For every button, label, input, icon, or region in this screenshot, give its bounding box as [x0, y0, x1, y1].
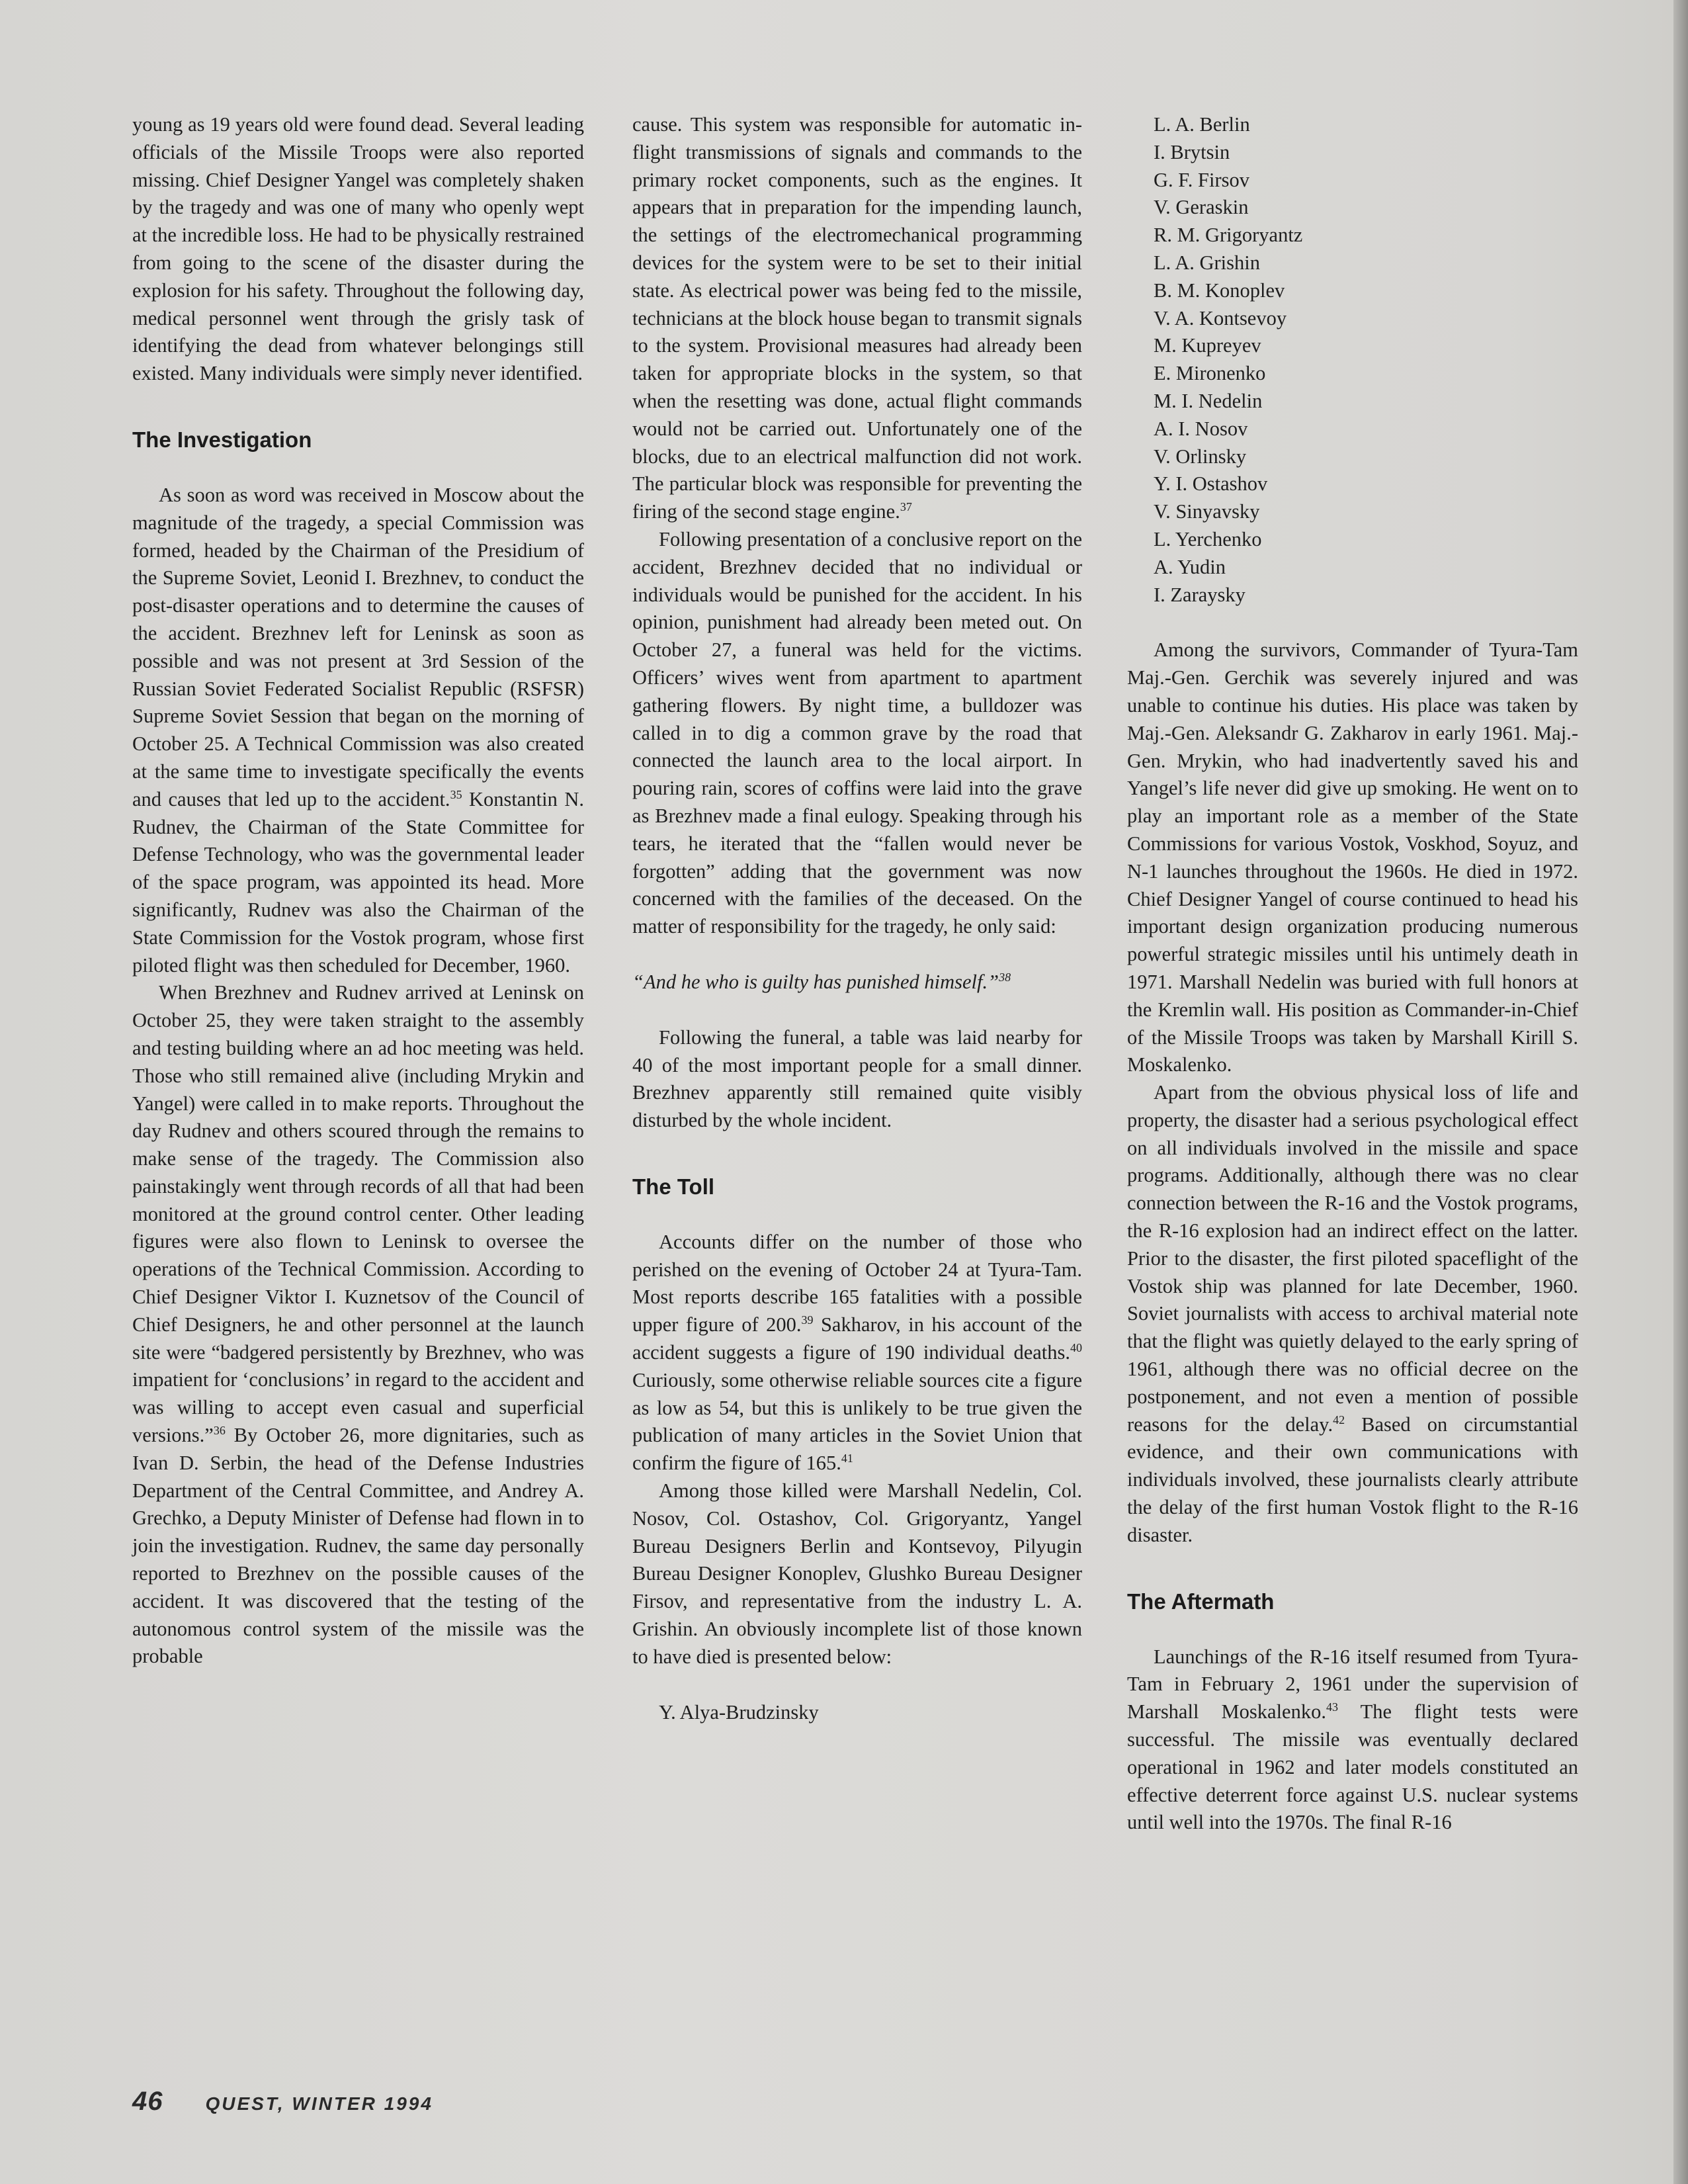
footnote-ref: 42 [1333, 1413, 1345, 1426]
casualty-name: I. Brytsin [1154, 140, 1230, 163]
casualty-name: A. I. Nosov [1154, 417, 1248, 440]
casualty-name: M. I. Nedelin [1154, 389, 1263, 412]
paragraph: When Brezhnev and Rudnev arrived at Leninsk on October 25, they were taken straight to the assembly and testing building where an ad hoc meeting was held. Those who still remained alive (including Mrykin and Yangel) were called in to make reports. Throughout the day Rudnev and others scoured through the remains to make sense of the tragedy. The Commission also painstakingly went through records of all that had been monitored at the ground control center. Other leading figures were also flown to Leninsk to oversee the operations of the Technical Commission. According to Chief Designer Viktor I. Kuznetsov of the Council of Chief Designers, he and other personnel at the launch site were “badgered persistently by Brezhnev, who was impatient for ‘conclusions’ in regard to the accident and was willing to accept even casual and superficial versions.”$^{36}$ By October 26, more dignitaries, such as Ivan D. Serbin, the head of the Defense Industries Department of the Central Committee, and Andrey A. Grechko, a Deputy Minister of Defense had flown in to join the investigation. Rudnev, the same day personally reported to Brezhnev on the possible causes of the accident. It was discovered that the testing of the autonomous control system of the missile was the probable [132, 981, 584, 1668]
casualty-name: R. M. Grigoryantz [1154, 224, 1303, 247]
footnote-ref: 39 [801, 1313, 814, 1327]
section-heading-toll: The Toll [632, 1174, 715, 1199]
magazine-issue: QUEST, WINTER 1994 [205, 2093, 433, 2114]
footnote-ref: 43 [1326, 1700, 1338, 1714]
paragraph: Apart from the obvious physical loss of life and property, the disaster had a serious psychological effect on all individuals involved in the missile and space programs. Additionally, although there was no clear connection between the R-16 and the Vostok programs, the R-16 explosion had an indirect effect on the latter. Prior to the disaster, the first piloted spaceflight of the Vostok ship was planned for late December, 1960. Soviet journalists with access to archival material note that the flight was quietly delayed to the early spring of 1961, although there was no official decree on the postponement, and not even a mention of possible reasons for the delay.$^{42}$ Based on circumstantial evidence, and their own communications with individuals involved, these journalists clearly attribute the delay of the first human Vostok flight to the R-16 disaster. [1127, 1081, 1578, 1546]
column-right [1127, 111, 1578, 1837]
footnote-ref: 38 [999, 970, 1011, 984]
paragraph: Following the funeral, a table was laid nearby for 40 of the most important people for a small dinner. Brezhnev apparently still remained quite visibly disturbed by the whole incident. [632, 1026, 1082, 1132]
footnote-ref: 40 [1070, 1340, 1082, 1354]
footnote-ref: 36 [213, 1423, 226, 1437]
paragraph: Launchings of the R-16 itself resumed from Tyura-Tam in February 2, 1961 under the supervision of Marshall Moskalenko.$^{43}$ The flight tests were successful. The missile was eventually declared operational in 1962 and later models constituted an effective deterrent force against U.S. nuclear systems until well into the 1970s. The final R-16 [1127, 1645, 1578, 1834]
paragraph: cause. This system was responsible for automatic in-flight transmissions of signals and commands to the primary rocket components, such as the engines. It appears that in preparation for the impending launch, the settings of the electromechanical programming devices for the system were to be set to their initial state. As electrical power was being fed to the missile, technicians at the block house began to transmit signals to the system. Provisional measures had already been taken for appropriate blocks in the system, so that when the resetting was done, actual flight commands would not be carried out. Unfortunately one of the blocks, due to an electrical malfunction did not work. The particular block was responsible for preventing the firing of the second stage engine.$^{37}$ [632, 113, 1082, 523]
column-left [132, 111, 584, 1671]
column-middle [632, 111, 1082, 1726]
casualty-name: Y. I. Ostashov [1154, 472, 1268, 496]
casualty-name: L. Yerchenko [1154, 527, 1262, 550]
casualty-name: V. A. Kontsevoy [1154, 306, 1287, 329]
casualty-name: A. Yudin [1154, 555, 1226, 578]
casualty-name: L. A. Grishin [1154, 251, 1260, 274]
casualty-name: L. A. Berlin [1154, 113, 1250, 136]
casualty-name: I. Zaraysky [1154, 583, 1245, 606]
paragraph: Accounts differ on the number of those who perished on the evening of October 24 at Tyura-Tam. Most reports describe 165 fatalities with a possible upper figure of 200.39 Sakharov, in his account of the accident suggests a figure of 190 individual deaths.$^{40}$ Curiously, some otherwise reliable sources cite a figure as low as 54, but this is unlikely to be true given the publication of many articles in the Soviet Union that confirm the figure of 165.41 [632, 1230, 1082, 1475]
casualty-name: E. Mironenko [1154, 362, 1266, 385]
casualty-name: Y. Alya-Brudzinsky [659, 1700, 819, 1724]
paragraph: Among those killed were Marshall Nedelin, Col. Nosov, Col. Ostashov, Col. Grigoryantz, Yangel Bureau Designers Berlin and Kontsevoy, Pilyugin Bureau Designer Konoplev, Glushko Bureau Designer Firsov, and representative from the industry L. A. Grishin. An obviously incomplete list of those known to have died is presented below: [632, 1479, 1082, 1668]
casualty-list [1127, 111, 1578, 609]
footnote-ref: 37 [900, 500, 912, 513]
paragraph: As soon as word was received in Moscow about the magnitude of the tragedy, a special Commission was formed, headed by the Chairman of the Presidium of the Supreme Soviet, Leonid I. Brezhnev, to conduct the post-disaster operations and to determine the causes of the accident. Brezhnev left for Leninsk as soon as possible and was not present at 3rd Session of the Russian Soviet Federated Socialist Republic (RSFSR) Supreme Soviet Session that began on the morning of October 25. A Technical Commission was also created at the same time to investigate specifically the events and causes that led up to the accident.$^{35}$ Konstantin N. Rudnev, the Chairman of the State Committee for Defense Technology, who was the governmental leader of the space program, was appointed its head. More significantly, Rudnev was also the Chairman of the State Commission for the Vostok program, whose first piloted flight was then scheduled for December, 1960. [132, 483, 584, 977]
casualty-name: V. Geraskin [1154, 196, 1249, 219]
casualty-name: V. Orlinsky [1154, 445, 1247, 468]
casualty-name: G. F. Firsov [1154, 168, 1250, 191]
section-heading-investigation: The Investigation [132, 427, 312, 452]
section-heading-aftermath: The Aftermath [1127, 1589, 1275, 1614]
footnote-ref: 41 [841, 1452, 853, 1465]
block-quote: “And he who is guilty has punished himself.”$^{38}$ [632, 970, 1011, 993]
casualty-name: M. Kupreyev [1154, 334, 1261, 357]
casualty-name: B. M. Konoplev [1154, 279, 1285, 302]
casualty-name: V. Sinyavsky [1154, 500, 1260, 523]
paragraph: young as 19 years old were found dead. Several leading officials of the Missile Troops were also reported missing. Chief Designer Yangel was completely shaken by the tragedy and was one of many who openly wept at the incredible loss. He had to be physically restrained from going to the scene of the disaster during the explosion for his safety. Throughout the following day, medical personnel went through the grisly task of identifying the dead from whatever belongings still existed. Many individuals were simply never identified. [132, 113, 584, 385]
footnote-ref: 35 [450, 787, 462, 801]
page-edge-shadow [1673, 0, 1688, 2184]
page-number: 46 [132, 2087, 163, 2116]
paragraph: Following presentation of a conclusive report on the accident, Brezhnev decided that no individual or individuals would be punished for the accident. In his opinion, punishment had already been meted out. On October 27, a funeral was held for the victims. Officers’ wives went from apartment to apartment gathering flowers. By night time, a bulldozer was called in to dig a common grave by the road that connected the launch area to the local airport. In pouring rain, scores of coffins were laid into the grave as Brezhnev made a final eulogy. Speaking through his tears, he iterated that the “fallen would never be forgotten” adding that the government was now concerned with the families of the deceased. On the matter of responsibility for the tragedy, he only said: [632, 527, 1082, 938]
page-footer [132, 2087, 433, 2117]
paragraph: Among the survivors, Commander of Tyura-Tam Maj.-Gen. Gerchik was severely injured and was unable to continue his duties. His place was taken by Maj.-Gen. Aleksandr G. Zakharov in early 1961. Maj.-Gen. Mrykin, who had inadvertently saved his and Yangel’s life never did give up smoking. He went on to play an important role as a member of the State Commissions for various Vostok, Voskhod, Soyuz, and N-1 launches throughout the 1960s. He died in 1972. Chief Designer Yangel of course continued to head his important design organization producing numerous powerful strategic missiles until his untimely death in 1971. Marshall Nedelin was buried with full honors at the Kremlin wall. His position as Commander-in-Chief of the Missile Troops was taken by Marshall Kirill S. Moskalenko. [1127, 638, 1578, 1076]
